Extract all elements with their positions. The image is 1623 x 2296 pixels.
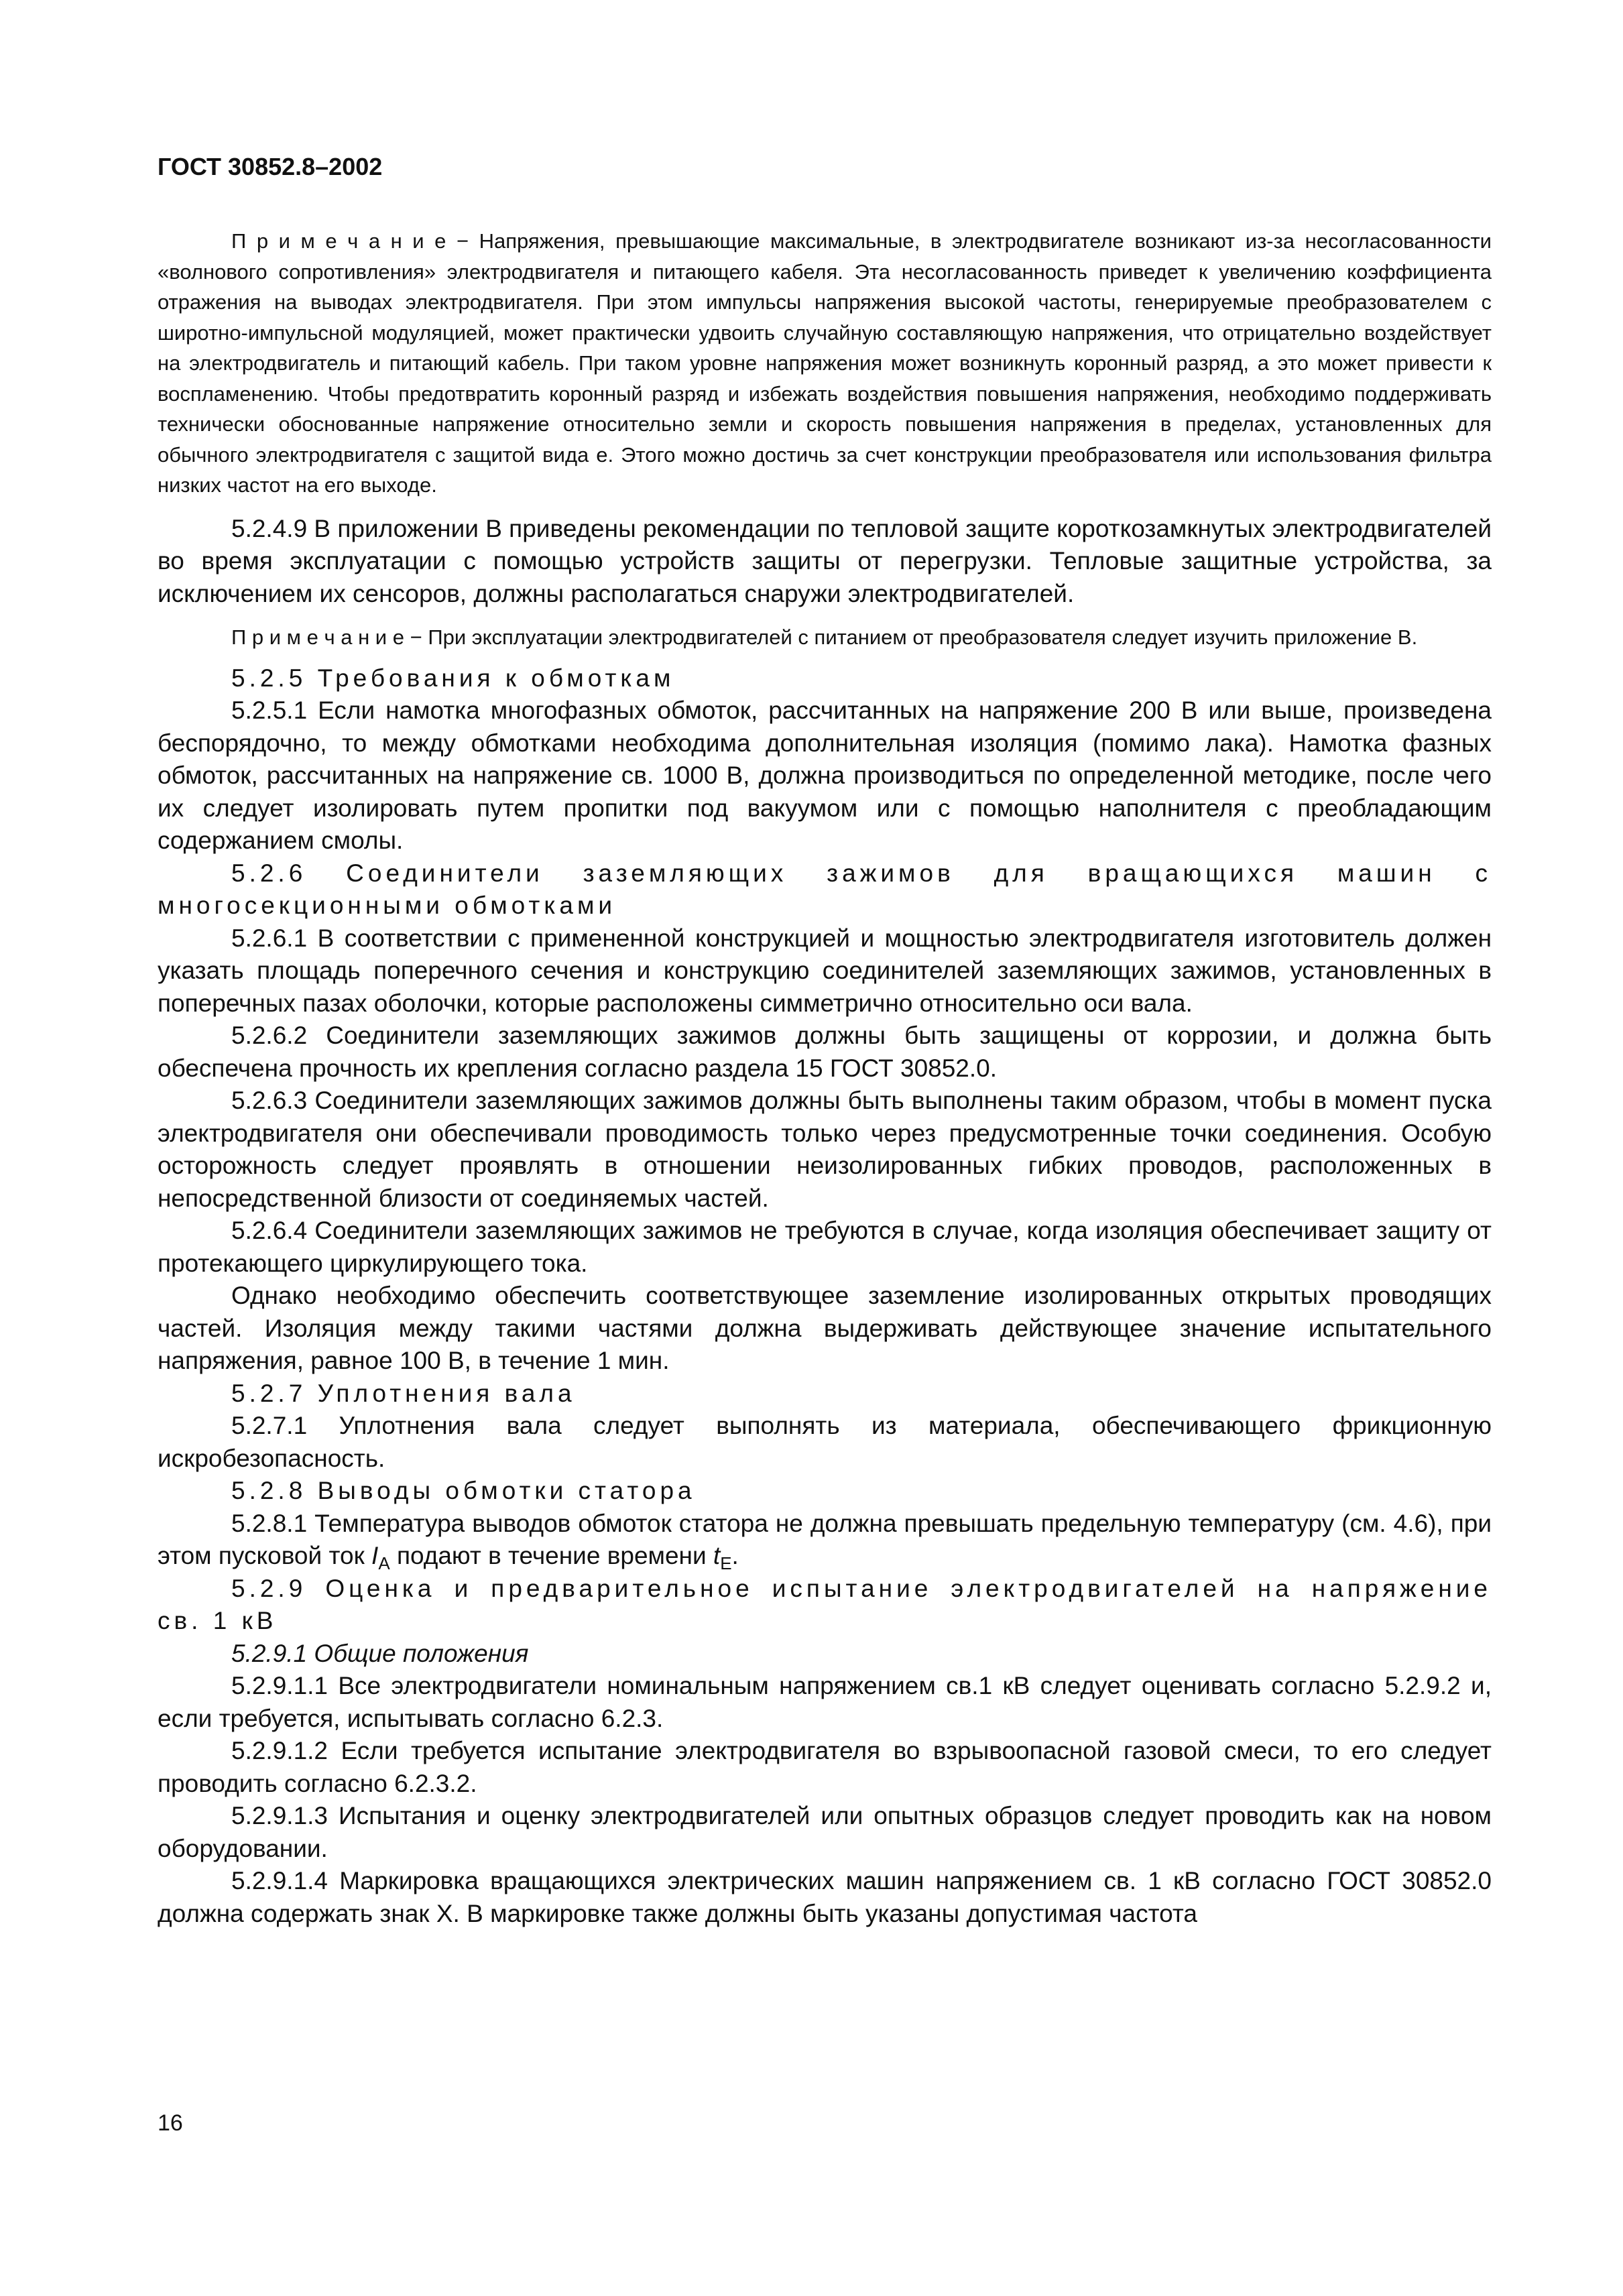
paragraph-5-2-9-1-4: 5.2.9.1.4 Маркировка вращающихся электрических машин напряжением св. 1 кВ согласно ГОСТ 30852.0 должна содержать знак Х. В маркировке также должны быть указаны допустимая частота	[158, 1867, 1492, 1927]
subsection-heading-5-2-9-1: 5.2.9.1 Общие положения	[231, 1639, 529, 1667]
paragraph-5-2-6-2: 5.2.6.2 Соединители заземляющих зажимов должны быть защищены от коррозии, и должна быть обеспечена прочность их крепления согласно раздела 15 ГОСТ 30852.0.	[158, 1022, 1492, 1082]
note-text: − При эксплуатации электродвигателей с питанием от преобразователя следует изучить приложение В.	[404, 625, 1418, 649]
section-heading-5-2-5: 5.2.5 Требования к обмоткам	[231, 664, 675, 692]
note-paragraph	[158, 226, 1492, 501]
paragraph-5-2-6-4-continued: Однако необходимо обеспечить соответствующее заземление изолированных открытых проводящих частей. Изоляция между такими частями должна выдерживать действующее значение испытательного напряжения, равное 100 В, в течение 1 мин.	[158, 1282, 1492, 1374]
section-heading-5-2-7: 5.2.7 Уплотнения вала	[231, 1379, 576, 1407]
note-label: П р и м е ч а н и е	[231, 625, 404, 649]
symbol-starting-current: I	[371, 1542, 379, 1569]
note-text: − Напряжения, превышающие максимальные, в электродвигателе возникают из-за несогласованности «волнового сопротивления» электродвигателя и питающего кабеля. Эта несогласованность приведет к увеличению коэффициента отражения на выводах электродвигателя. При этом импульсы напряжения высокой частоты, генерируемые преобразователем с широтно-импульсной модуляцией, может практически удвоить случайную составляющую напряжения, что отрицательно воздействует на электродвигатель и питающий кабель. При таком уровне напряжения может возникнуть коронный разряд, а это может привести к воспламенению. Чтобы предотвратить коронный разряд и избежать воздействия повышения напряжения, необходимо поддерживать технически обоснованные напряжение относительно земли и скорость повышения напряжения в пределах, установленных для обычного электродвигателя с защитой вида е. Этого можно достичь за счет конструкции преобразователя или использования фильтра низких частот на его выходе.	[158, 229, 1492, 497]
section-heading-5-2-8: 5.2.8 Выводы обмотки статора	[231, 1477, 696, 1504]
paragraph-5-2-6-1: 5.2.6.1 В соответствии с примененной конструкцией и мощностью электродвигателя изготовитель должен указать площадь поперечного сечения и конструкцию соединителей заземляющих зажимов, установленных в поперечных пазах оболочки, которые расположены симметрично относительно оси вала.	[158, 924, 1492, 1017]
paragraph-5-2-6-3: 5.2.6.3 Соединители заземляющих зажимов должны быть выполнены таким образом, чтобы в момент пуска электродвигателя они обеспечивали проводимость только через предусмотренные точки соединения. Особую осторожность следует проявлять в отношении неизолированных гибких проводов, расположенных в непосредственной близости от соединяемых частей.	[158, 1087, 1492, 1212]
paragraph-5-2-6-4: 5.2.6.4 Соединители заземляющих зажимов не требуются в случае, когда изоляция обеспечивает защиту от протекающего циркулирующего тока.	[158, 1217, 1492, 1277]
note-label: П р и м е ч а н и е	[231, 229, 446, 253]
document-body	[158, 226, 1492, 1930]
paragraph-5-2-9-1-1: 5.2.9.1.1 Все электродвигатели номинальным напряжением св.1 кВ следует оценивать согласно 5.2.9.2 и, если требуется, испытывать согласно 6.2.3.	[158, 1672, 1492, 1732]
paragraph-5-2-5-1: 5.2.5.1 Если намотка многофазных обмоток, рассчитанных на напряжение 200 В или выше, произведена беспорядочно, то между обмотками необходима дополнительная изоляция (помимо лака). Намотка фазных обмоток, рассчитанных на напряжение св. 1000 В, должна производиться по определенной методике, после чего их следует изолировать путем пропитки под вакуумом или с помощью наполнителя с преобладающим содержанием смолы.	[158, 697, 1492, 854]
page-number: 16	[158, 2110, 183, 2136]
symbol-time-te: t	[713, 1542, 721, 1569]
section-heading-5-2-6: 5.2.6 Соединители заземляющих зажимов для вращающихся машин с многосекционными обмотками	[158, 859, 1492, 919]
section-heading-5-2-9: 5.2.9 Оценка и предварительное испытание электродвигателей на напряжение св. 1 кВ	[158, 1574, 1492, 1634]
paragraph-5-2-7-1: 5.2.7.1 Уплотнения вала следует выполнять из материала, обеспечивающего фрикционную искробезопасность.	[158, 1412, 1492, 1472]
paragraph-5-2-9-1-2: 5.2.9.1.2 Если требуется испытание электродвигателя во взрывоопасной газовой смеси, то его следует проводить согласно 6.2.3.2.	[158, 1737, 1492, 1797]
paragraph-5-2-9-1-3: 5.2.9.1.3 Испытания и оценку электродвигателей или опытных образцов следует проводить как на новом оборудовании.	[158, 1802, 1492, 1862]
paragraph-5-2-4-9: 5.2.4.9 В приложении В приведены рекомендации по тепловой защите короткозамкнутых электродвигателей во время эксплуатации с помощью устройств защиты от перегрузки. Тепловые защитные устройства, за исключением их сенсоров, должны располагаться снаружи электродвигателей.	[158, 514, 1492, 607]
note-paragraph	[158, 622, 1492, 653]
document-header: ГОСТ 30852.8–2002	[158, 153, 383, 180]
paragraph-5-2-8-1: 5.2.8.1 Температура выводов обмоток статора не должна превышать предельную температуру (см. 4.6), при этом пусковой ток $I_A$ подают в течение времени $t_E$.	[158, 1509, 1492, 1573]
